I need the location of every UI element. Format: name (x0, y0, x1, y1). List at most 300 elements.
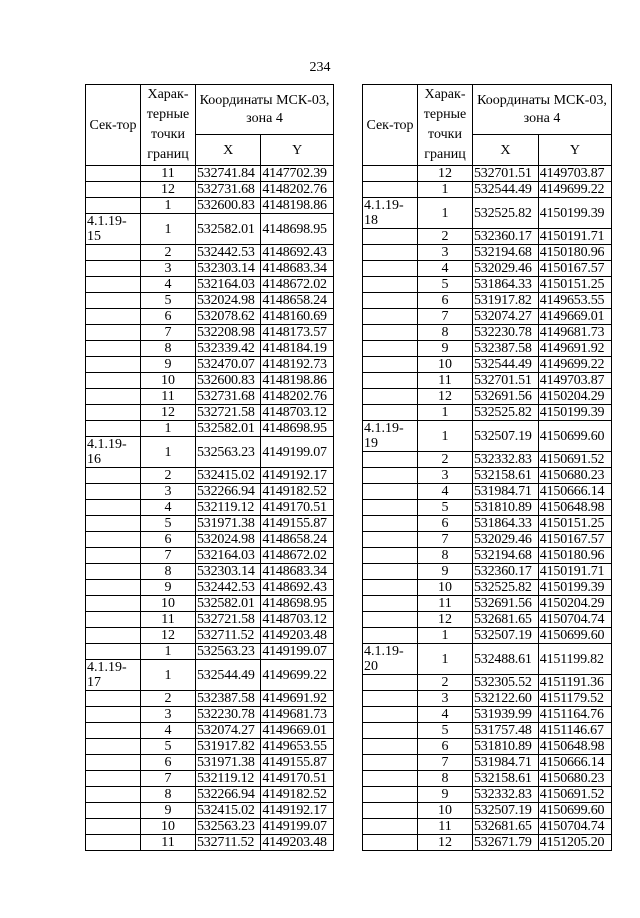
sector-cell (363, 229, 418, 245)
sector-cell (86, 357, 141, 373)
table-row (86, 564, 334, 580)
point-number-cell: 10 (141, 373, 196, 389)
y-coordinate-cell: 4150199.39 (538, 405, 611, 421)
y-coordinate-cell: 4149703.87 (538, 166, 611, 182)
table-row (363, 309, 612, 325)
y-coordinate-cell: 4149699.22 (538, 182, 611, 198)
point-number-cell: 10 (141, 819, 196, 835)
point-number-cell: 1 (141, 437, 196, 468)
point-number-cell: 2 (141, 245, 196, 261)
sector-cell (86, 835, 141, 851)
table-row (363, 787, 612, 803)
table-row (363, 293, 612, 309)
point-number-cell: 12 (418, 835, 473, 851)
table-row (86, 468, 334, 484)
point-number-cell: 7 (418, 309, 473, 325)
x-coordinate-cell: 532525.82 (473, 405, 539, 421)
table-row (86, 309, 334, 325)
y-coordinate-cell: 4149199.07 (261, 437, 334, 468)
sector-cell: 4.1.19-18 (363, 198, 418, 229)
point-number-cell: 1 (418, 628, 473, 644)
x-coordinate-cell: 531810.89 (473, 739, 539, 755)
point-number-cell: 6 (418, 516, 473, 532)
table-row (363, 405, 612, 421)
y-coordinate-cell: 4148202.76 (261, 389, 334, 405)
y-coordinate-cell: 4149699.22 (261, 660, 334, 691)
point-number-cell: 1 (141, 660, 196, 691)
sector-cell (363, 707, 418, 723)
sector-cell (86, 628, 141, 644)
point-number-cell: 4 (141, 500, 196, 516)
y-coordinate-cell: 4148192.73 (261, 357, 334, 373)
sector-cell (86, 691, 141, 707)
sector-cell (363, 596, 418, 612)
y-coordinate-cell: 4149203.48 (261, 628, 334, 644)
x-coordinate-cell: 532164.03 (196, 548, 261, 564)
sector-cell (363, 261, 418, 277)
y-coordinate-cell: 4150699.60 (538, 628, 611, 644)
point-number-cell: 9 (141, 580, 196, 596)
y-coordinate-cell: 4150180.96 (538, 548, 611, 564)
y-coordinate-cell: 4151179.52 (538, 691, 611, 707)
y-coordinate-cell: 4149192.17 (261, 468, 334, 484)
sector-cell (86, 596, 141, 612)
table-row (86, 325, 334, 341)
point-number-cell: 4 (141, 277, 196, 293)
y-coordinate-cell: 4148198.86 (261, 373, 334, 389)
table-row (86, 500, 334, 516)
y-coordinate-cell: 4149669.01 (261, 723, 334, 739)
x-coordinate-cell: 532741.84 (196, 166, 261, 182)
x-coordinate-cell: 532544.49 (196, 660, 261, 691)
y-coordinate-cell: 4149155.87 (261, 516, 334, 532)
point-number-cell: 12 (141, 405, 196, 421)
x-coordinate-cell: 532582.01 (196, 421, 261, 437)
sector-cell (86, 421, 141, 437)
table-row (363, 771, 612, 787)
header-sector: Сек-тор (363, 85, 418, 166)
x-coordinate-cell: 532721.58 (196, 405, 261, 421)
table-row (363, 182, 612, 198)
header-x: X (196, 135, 261, 166)
point-number-cell: 7 (141, 771, 196, 787)
sector-cell (86, 293, 141, 309)
sector-cell (363, 723, 418, 739)
sector-cell (363, 628, 418, 644)
point-number-cell: 11 (141, 166, 196, 182)
point-number-cell: 1 (418, 644, 473, 675)
y-coordinate-cell: 4150666.14 (538, 484, 611, 500)
point-number-cell: 5 (141, 293, 196, 309)
x-coordinate-cell: 532507.19 (473, 628, 539, 644)
point-number-cell: 8 (418, 771, 473, 787)
y-coordinate-cell: 4149170.51 (261, 771, 334, 787)
sector-cell (86, 819, 141, 835)
point-number-cell: 6 (418, 293, 473, 309)
sector-cell (86, 245, 141, 261)
sector-cell (363, 803, 418, 819)
point-number-cell: 9 (418, 787, 473, 803)
x-coordinate-cell: 532525.82 (473, 580, 539, 596)
table-row (363, 484, 612, 500)
x-coordinate-cell: 532691.56 (473, 389, 539, 405)
x-coordinate-cell: 531864.33 (473, 277, 539, 293)
y-coordinate-cell: 4148703.12 (261, 612, 334, 628)
sector-cell (86, 468, 141, 484)
point-number-cell: 2 (418, 229, 473, 245)
point-number-cell: 7 (418, 755, 473, 771)
sector-cell: 4.1.19-17 (86, 660, 141, 691)
point-number-cell: 1 (141, 644, 196, 660)
y-coordinate-cell: 4150199.39 (538, 198, 611, 229)
point-number-cell: 10 (141, 596, 196, 612)
y-coordinate-cell: 4150704.74 (538, 819, 611, 835)
y-coordinate-cell: 4148658.24 (261, 293, 334, 309)
table-row (86, 245, 334, 261)
x-coordinate-cell: 532074.27 (473, 309, 539, 325)
point-number-cell: 5 (141, 739, 196, 755)
x-coordinate-cell: 532266.94 (196, 787, 261, 803)
sector-cell (86, 484, 141, 500)
point-number-cell: 11 (418, 373, 473, 389)
table-row (363, 596, 612, 612)
header-y: Y (538, 135, 611, 166)
y-coordinate-cell: 4149653.55 (538, 293, 611, 309)
sector-cell (86, 277, 141, 293)
x-coordinate-cell: 532731.68 (196, 182, 261, 198)
y-coordinate-cell: 4148703.12 (261, 405, 334, 421)
table-row (86, 293, 334, 309)
point-number-cell: 10 (418, 803, 473, 819)
table-row (363, 803, 612, 819)
sector-cell (363, 819, 418, 835)
point-number-cell: 11 (141, 835, 196, 851)
x-coordinate-cell: 532711.52 (196, 628, 261, 644)
coordinates-table-right (362, 84, 612, 851)
x-coordinate-cell: 531984.71 (473, 755, 539, 771)
sector-cell (86, 309, 141, 325)
x-coordinate-cell: 532600.83 (196, 373, 261, 389)
table-row (86, 787, 334, 803)
table-row (363, 644, 612, 675)
x-coordinate-cell: 532230.78 (196, 707, 261, 723)
y-coordinate-cell: 4150167.57 (538, 261, 611, 277)
table-row (363, 229, 612, 245)
table-row (363, 755, 612, 771)
y-coordinate-cell: 4150691.52 (538, 452, 611, 468)
sector-cell (86, 723, 141, 739)
y-coordinate-cell: 4149703.87 (538, 373, 611, 389)
table-row (363, 691, 612, 707)
header-boundary-points: Харак-терные точки границ (141, 85, 196, 166)
table-row (363, 564, 612, 580)
table-row (86, 580, 334, 596)
table-row (363, 166, 612, 182)
sector-cell (363, 564, 418, 580)
x-coordinate-cell: 532470.07 (196, 357, 261, 373)
y-coordinate-cell: 4149192.17 (261, 803, 334, 819)
table-row (86, 421, 334, 437)
sector-cell (86, 500, 141, 516)
y-coordinate-cell: 4150167.57 (538, 532, 611, 548)
point-number-cell: 8 (418, 548, 473, 564)
table-row (86, 166, 334, 182)
table-row (86, 405, 334, 421)
point-number-cell: 6 (141, 755, 196, 771)
point-number-cell: 5 (141, 516, 196, 532)
sector-cell (363, 739, 418, 755)
y-coordinate-cell: 4150680.23 (538, 771, 611, 787)
y-coordinate-cell: 4149669.01 (538, 309, 611, 325)
sector-cell (86, 580, 141, 596)
table-row (86, 771, 334, 787)
x-coordinate-cell: 532507.19 (473, 803, 539, 819)
table-row (363, 612, 612, 628)
sector-cell (363, 548, 418, 564)
sector-cell: 4.1.19-20 (363, 644, 418, 675)
y-coordinate-cell: 4151146.67 (538, 723, 611, 739)
sector-cell (363, 182, 418, 198)
point-number-cell: 11 (418, 819, 473, 835)
point-number-cell: 4 (418, 707, 473, 723)
y-coordinate-cell: 4149691.92 (261, 691, 334, 707)
y-coordinate-cell: 4149653.55 (261, 739, 334, 755)
x-coordinate-cell: 532442.53 (196, 580, 261, 596)
header-coordinates: Координаты МСК-03, зона 4 (473, 85, 612, 135)
point-number-cell: 4 (418, 484, 473, 500)
y-coordinate-cell: 4150691.52 (538, 787, 611, 803)
x-coordinate-cell: 531864.33 (473, 516, 539, 532)
y-coordinate-cell: 4150191.71 (538, 229, 611, 245)
point-number-cell: 2 (418, 675, 473, 691)
x-coordinate-cell: 532122.60 (473, 691, 539, 707)
table-row (363, 739, 612, 755)
table-row (86, 819, 334, 835)
table-row (86, 596, 334, 612)
point-number-cell: 1 (141, 198, 196, 214)
sector-cell: 4.1.19-19 (363, 421, 418, 452)
y-coordinate-cell: 4148683.34 (261, 564, 334, 580)
table-row (86, 182, 334, 198)
sector-cell (86, 166, 141, 182)
table-row (363, 723, 612, 739)
point-number-cell: 11 (141, 389, 196, 405)
x-coordinate-cell: 532303.14 (196, 261, 261, 277)
y-coordinate-cell: 4150199.39 (538, 580, 611, 596)
y-coordinate-cell: 4149155.87 (261, 755, 334, 771)
sector-cell (363, 357, 418, 373)
table-row (86, 691, 334, 707)
point-number-cell: 3 (141, 261, 196, 277)
table-row (363, 389, 612, 405)
point-number-cell: 3 (418, 691, 473, 707)
x-coordinate-cell: 532119.12 (196, 771, 261, 787)
x-coordinate-cell: 532303.14 (196, 564, 261, 580)
y-coordinate-cell: 4150680.23 (538, 468, 611, 484)
x-coordinate-cell: 532671.79 (473, 835, 539, 851)
sector-cell (363, 691, 418, 707)
x-coordinate-cell: 532563.23 (196, 437, 261, 468)
x-coordinate-cell: 532563.23 (196, 644, 261, 660)
table-row (363, 835, 612, 851)
sector-cell (363, 484, 418, 500)
y-coordinate-cell: 4147702.39 (261, 166, 334, 182)
table-row (363, 500, 612, 516)
table-row (86, 389, 334, 405)
x-coordinate-cell: 532721.58 (196, 612, 261, 628)
x-coordinate-cell: 532158.61 (473, 771, 539, 787)
point-number-cell: 1 (418, 421, 473, 452)
y-coordinate-cell: 4149199.07 (261, 644, 334, 660)
y-coordinate-cell: 4151164.76 (538, 707, 611, 723)
table-row (363, 357, 612, 373)
y-coordinate-cell: 4149681.73 (261, 707, 334, 723)
point-number-cell: 1 (418, 182, 473, 198)
sector-cell (86, 771, 141, 787)
point-number-cell: 1 (141, 214, 196, 245)
x-coordinate-cell: 532158.61 (473, 468, 539, 484)
x-coordinate-cell: 532387.58 (196, 691, 261, 707)
point-number-cell: 12 (141, 628, 196, 644)
table-row (86, 198, 334, 214)
table-row (363, 819, 612, 835)
table-row (86, 723, 334, 739)
table-row (86, 612, 334, 628)
x-coordinate-cell: 532029.46 (473, 532, 539, 548)
x-coordinate-cell: 532360.17 (473, 229, 539, 245)
sector-cell (363, 325, 418, 341)
table-row (86, 707, 334, 723)
sector-cell (86, 787, 141, 803)
x-coordinate-cell: 531971.38 (196, 755, 261, 771)
sector-cell (86, 261, 141, 277)
table-row (86, 644, 334, 660)
table-row (86, 835, 334, 851)
header-coordinates: Координаты МСК-03, зона 4 (196, 85, 334, 135)
sector-cell: 4.1.19-15 (86, 214, 141, 245)
sector-cell (86, 405, 141, 421)
x-coordinate-cell: 532600.83 (196, 198, 261, 214)
y-coordinate-cell: 4151199.82 (538, 644, 611, 675)
y-coordinate-cell: 4149203.48 (261, 835, 334, 851)
sector-cell (363, 500, 418, 516)
sector-cell (363, 373, 418, 389)
table-row (86, 357, 334, 373)
table-row (363, 325, 612, 341)
sector-cell (363, 516, 418, 532)
y-coordinate-cell: 4148683.34 (261, 261, 334, 277)
sector-cell (86, 325, 141, 341)
y-coordinate-cell: 4151191.36 (538, 675, 611, 691)
x-coordinate-cell: 532305.52 (473, 675, 539, 691)
x-coordinate-cell: 531984.71 (473, 484, 539, 500)
x-coordinate-cell: 532360.17 (473, 564, 539, 580)
x-coordinate-cell: 532507.19 (473, 421, 539, 452)
x-coordinate-cell: 532415.02 (196, 803, 261, 819)
y-coordinate-cell: 4148173.57 (261, 325, 334, 341)
table-row (363, 628, 612, 644)
header-sector: Сек-тор (86, 85, 141, 166)
x-coordinate-cell: 531971.38 (196, 516, 261, 532)
x-coordinate-cell: 531810.89 (473, 500, 539, 516)
sector-cell (363, 771, 418, 787)
sector-cell (363, 166, 418, 182)
y-coordinate-cell: 4148698.95 (261, 421, 334, 437)
table-row (86, 484, 334, 500)
x-coordinate-cell: 532119.12 (196, 500, 261, 516)
table-row (363, 198, 612, 229)
point-number-cell: 3 (141, 484, 196, 500)
x-coordinate-cell: 531917.82 (473, 293, 539, 309)
x-coordinate-cell: 532194.68 (473, 245, 539, 261)
table-row (363, 452, 612, 468)
y-coordinate-cell: 4148672.02 (261, 548, 334, 564)
point-number-cell: 2 (141, 468, 196, 484)
y-coordinate-cell: 4149699.22 (538, 357, 611, 373)
sector-cell (363, 675, 418, 691)
y-coordinate-cell: 4149182.52 (261, 787, 334, 803)
sector-cell (363, 245, 418, 261)
table-row (363, 245, 612, 261)
sector-cell (86, 803, 141, 819)
x-coordinate-cell: 532711.52 (196, 835, 261, 851)
table-row (363, 277, 612, 293)
table-row (363, 516, 612, 532)
header-y: Y (261, 135, 334, 166)
table-row (363, 468, 612, 484)
point-number-cell: 9 (141, 803, 196, 819)
point-number-cell: 1 (418, 198, 473, 229)
sector-cell (363, 405, 418, 421)
table-row (363, 532, 612, 548)
header-boundary-points: Харак-терные точки границ (418, 85, 473, 166)
table-body-left (86, 166, 334, 851)
table-row (86, 214, 334, 245)
sector-cell (86, 564, 141, 580)
point-number-cell: 2 (141, 691, 196, 707)
sector-cell (86, 707, 141, 723)
y-coordinate-cell: 4148692.43 (261, 580, 334, 596)
point-number-cell: 6 (141, 532, 196, 548)
x-coordinate-cell: 532701.51 (473, 166, 539, 182)
y-coordinate-cell: 4149691.92 (538, 341, 611, 357)
sector-cell (363, 580, 418, 596)
x-coordinate-cell: 532442.53 (196, 245, 261, 261)
x-coordinate-cell: 532681.65 (473, 612, 539, 628)
x-coordinate-cell: 531757.48 (473, 723, 539, 739)
point-number-cell: 7 (141, 548, 196, 564)
y-coordinate-cell: 4150204.29 (538, 596, 611, 612)
x-coordinate-cell: 532563.23 (196, 819, 261, 835)
sector-cell (86, 373, 141, 389)
y-coordinate-cell: 4150151.25 (538, 516, 611, 532)
table-row (363, 548, 612, 564)
x-coordinate-cell: 532029.46 (473, 261, 539, 277)
x-coordinate-cell: 532074.27 (196, 723, 261, 739)
table-row (86, 373, 334, 389)
sector-cell (363, 389, 418, 405)
point-number-cell: 8 (141, 341, 196, 357)
x-coordinate-cell: 532266.94 (196, 484, 261, 500)
table-row (363, 341, 612, 357)
x-coordinate-cell: 532339.42 (196, 341, 261, 357)
point-number-cell: 12 (418, 166, 473, 182)
sector-cell (363, 452, 418, 468)
y-coordinate-cell: 4148160.69 (261, 309, 334, 325)
y-coordinate-cell: 4148672.02 (261, 277, 334, 293)
y-coordinate-cell: 4148698.95 (261, 214, 334, 245)
x-coordinate-cell: 532194.68 (473, 548, 539, 564)
